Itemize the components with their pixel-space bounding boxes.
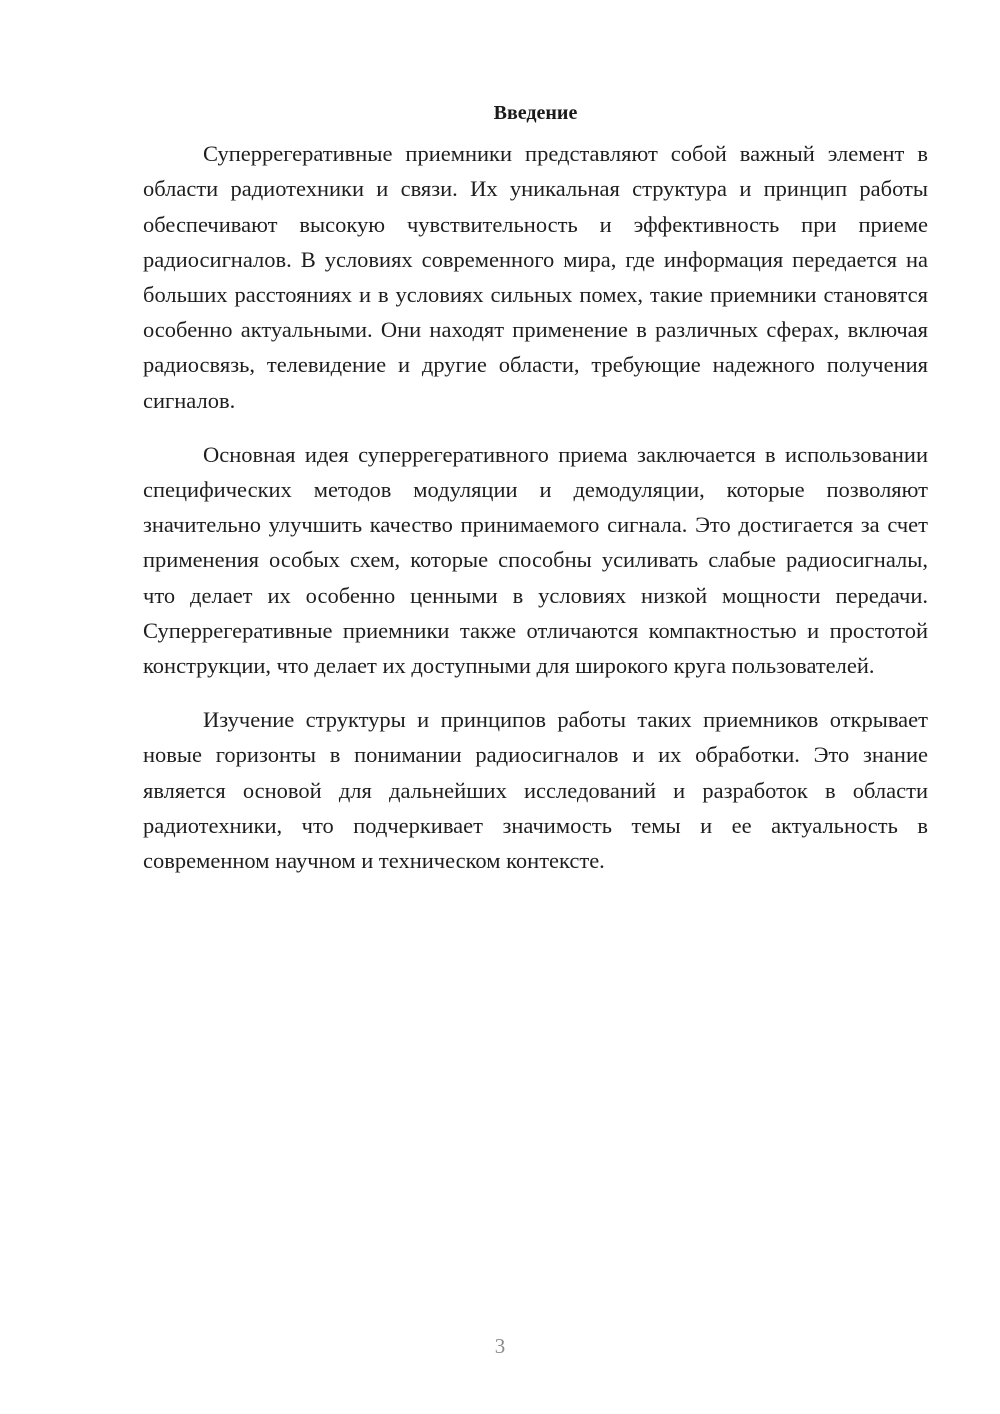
section-heading: Введение [493, 102, 578, 124]
page-number: 3 [494, 1334, 506, 1358]
paragraph-2: Основная идея суперрегеративного приема заключается в использовании специфических методов модуляции и демодуляции, которые позволяют значительно улучшить качество принимаемого сигнала. Это достигается за счет применения особых схем, которые способны усиливать слабые радиосигналы, что делает их особенно ценными в условиях низкой мощности передачи. Суперрегеративные приемники также отличаются компактностью и простотой конструкции, что делает их доступными для широкого круга пользователей. [143, 441, 928, 679]
paragraph-3: Изучение структуры и принципов работы таких приемников открывает новые горизонты в понимании радиосигналов и их обработки. Это знание является основой для дальнейших исследований и разработок в области радиотехники, что подчеркивает значимость темы и ее актуальность в современном научном и техническом контексте. [143, 707, 928, 874]
page-content [143, 96, 928, 897]
paragraph-1: Суперрегеративные приемники представляют собой важный элемент в области радиотехники и связи. Их уникальная структура и принцип работы обеспечивают высокую чувствительность и эффективность при приеме радиосигналов. В условиях современного мира, где информация передается на больших расстояниях и в условиях сильных помех, такие приемники становятся особенно актуальными. Они находят применение в различных сферах, включая радиосвязь, телевидение и другие области, требующие надежного получения сигналов. [143, 141, 928, 413]
